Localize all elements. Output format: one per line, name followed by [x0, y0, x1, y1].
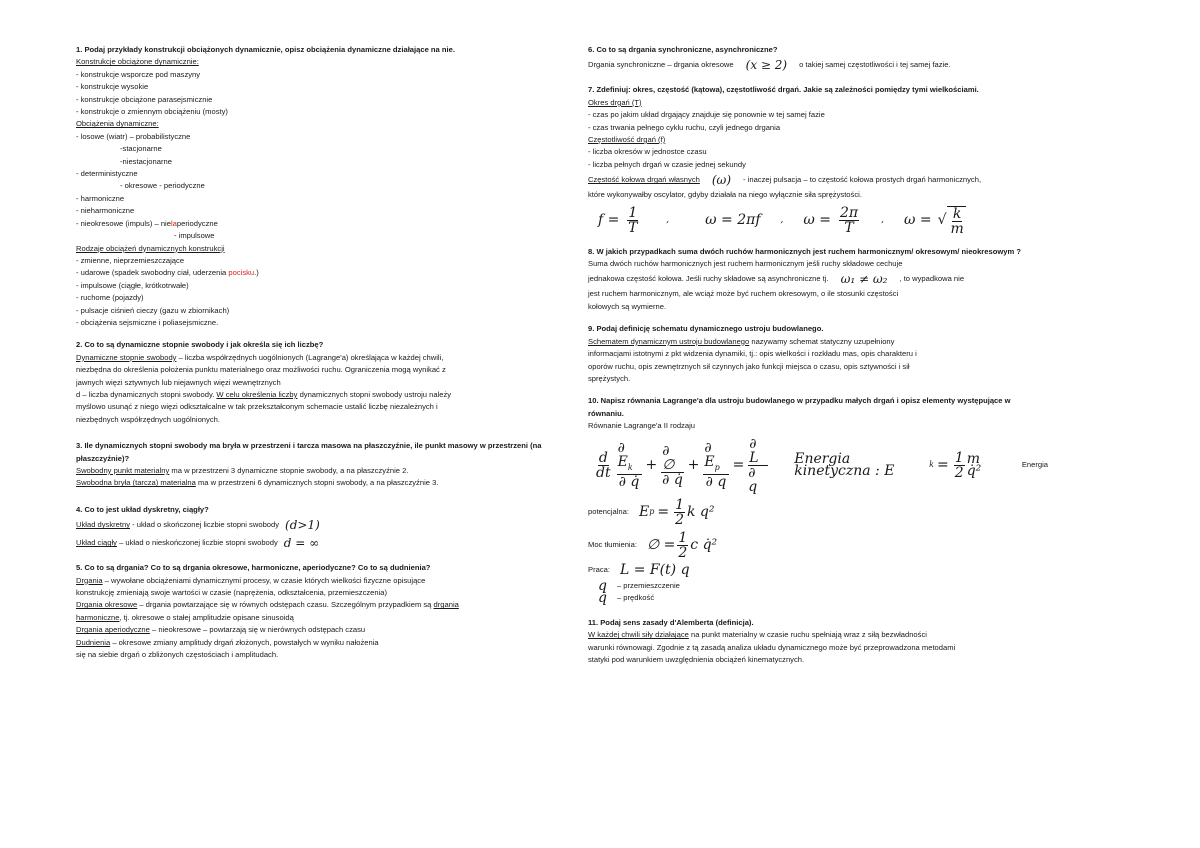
- frac-num: 1: [675, 496, 684, 513]
- q7-heading: Okres drgań (T): [588, 97, 642, 107]
- q1-heading-types: Rodzaje obciążeń dynamicznych konstrukcji: [76, 243, 225, 253]
- q6-math: (x ≥ 2): [745, 58, 788, 73]
- q1-item: [76, 267, 566, 279]
- q11-title: 11. Podaj sens zasady d'Alemberta (definicja).: [588, 617, 754, 627]
- frac-num: [617, 441, 642, 476]
- q4-line: [76, 534, 566, 552]
- q9-title: 9. Podaj definicję schematu dynamicznego ustroju budowlanego.: [588, 324, 824, 334]
- q1-subitem: -niestacjonarne: [120, 156, 172, 166]
- formula-sep: ,: [881, 215, 884, 226]
- lag-t2-frac: [661, 444, 683, 487]
- q3-line: [76, 465, 566, 477]
- ek-frac: [954, 451, 965, 480]
- q1-udarowe-red: pocisku: [228, 268, 255, 278]
- q7-text: - inaczej pulsacja – to częstość kołowa prostych drgań harmonicznych,: [743, 175, 982, 185]
- formula-w1: ω = 2πf: [705, 212, 761, 229]
- q1-item: - deterministyczne: [76, 169, 138, 179]
- lag-t3-sub: p: [714, 462, 720, 472]
- q2-line: jawnych więzi sztywnych lub niejawnych więzi wewnętrznych: [76, 377, 281, 387]
- formula-w3-lhs: ω =: [903, 212, 932, 229]
- frac-num: [703, 441, 728, 476]
- lag-eq: =: [732, 456, 745, 473]
- formula-f-lhs: f =: [598, 212, 620, 229]
- formula-w2-lhs: ω =: [803, 212, 831, 229]
- q5-text: , tj. okresowe o stałej amplitudzie opisane sinusoidą: [119, 612, 294, 622]
- moc-frac: [677, 531, 688, 560]
- moc-lhs: ∅ =: [646, 536, 676, 553]
- q4-text: - układ o skończonej liczbie stopni swobody: [130, 520, 280, 530]
- frac-num: 1: [954, 449, 964, 466]
- q8-line: Suma dwóch ruchów harmonicznych jest ruchem harmonicznym jeśli ruchy składowe cechuje: [588, 259, 903, 269]
- q2-line: niezbędnych współrzędnych uogólnionych.: [76, 414, 220, 424]
- q9-line: informacjami istotnymi z pkt widzenia dynamiki, tj.: opis wielkości i rozkładu mas, opis charakteru i: [588, 349, 917, 359]
- q3-text: ma w przestrzeni 6 dynamicznych stopni swobody, a na płaszczyźnie 3.: [195, 478, 439, 488]
- q5-text: – wywołane obciążeniami dynamicznymi procesy, w czasie których wielkości fizyczne opisujące: [102, 575, 426, 585]
- q11-line: [588, 629, 1048, 641]
- kinetic-energy: [794, 451, 994, 480]
- ek-tail: m q̇²: [966, 450, 982, 480]
- lag-plus: +: [687, 456, 700, 473]
- q-def-row: [598, 577, 1048, 594]
- q5-line: [76, 612, 566, 624]
- lag-t3-num: ∂ E: [704, 439, 715, 470]
- formula-w3-frac: [951, 207, 964, 236]
- q2-line: niezbędna do określenia położenia punktu materialnego oraz możliwości ruchu. Ograniczenia mogą wynikać z: [76, 365, 446, 375]
- q5-term: Drgania okresowe: [76, 600, 138, 610]
- frac-den: ∂ q̇: [662, 471, 683, 488]
- q4-title: 4. Co to jest układ dyskretny, ciągły?: [76, 504, 209, 514]
- formula-sep: ,: [666, 215, 670, 226]
- q7-item: - liczba okresów w jednostce czasu: [588, 147, 707, 157]
- q1-item: [76, 218, 566, 230]
- frac-num: k: [952, 205, 962, 222]
- lag-t3-frac: [703, 441, 728, 490]
- q1-nieokr-red: la: [170, 218, 177, 228]
- ep-tail: k q²: [686, 503, 715, 520]
- q1-item: - impulsowe (ciągłe, krótkotrwałe): [76, 280, 189, 290]
- q5-text: – okresowe zmiany amplitudy drgań złożonych, powstałych w wyniku nałożenia: [110, 637, 379, 647]
- q7-omega: (ω): [711, 173, 732, 188]
- q1-udarowe-b: .): [254, 268, 259, 278]
- q7-heading: Częstotliwość drgań (f): [588, 135, 666, 145]
- work-row: [588, 561, 1048, 578]
- qdot-def-row: [598, 590, 1048, 607]
- q10-subtitle: Równanie Lagrange'a II rodzaju: [588, 421, 695, 431]
- moc-label: Moc tłumienia:: [588, 539, 637, 549]
- formula-w3-sqrt: [938, 206, 966, 236]
- q1-subitem: -stacjonarne: [120, 144, 162, 154]
- q9-line: sprężystych.: [588, 373, 631, 383]
- q11-line: warunki równowagi. Zgodnie z tą zasadą analiza układu dynamicznego może być przeprowadzona metodami: [588, 642, 956, 652]
- frac-den: m: [950, 220, 964, 237]
- moc-formula: [647, 531, 717, 560]
- q1-subitem: - okresowe - periodyczne: [120, 181, 205, 191]
- frac-den: 2: [954, 464, 964, 481]
- qdot-symbol: q̇: [598, 590, 607, 607]
- q8-line: jest ruchem harmonicznym, ale wciąż może być ruchem okresowym, o ile stosunki częstości: [588, 289, 899, 299]
- q4-math: (d>1): [285, 518, 320, 533]
- moc-tail: c q̇²: [690, 536, 718, 553]
- q4-term: Układ dyskretny: [76, 520, 131, 530]
- energy-label: Energia: [1021, 459, 1049, 469]
- right-column: [588, 44, 1048, 666]
- frac-num: d: [598, 449, 608, 466]
- q7-heading: Częstość kołowa drgań własnych: [588, 175, 700, 185]
- q2-text: d – liczba dynamicznych stopni swobody.: [76, 389, 217, 399]
- lag-t1-frac: [617, 441, 642, 490]
- q1-nieokr-b: periodyczne: [176, 218, 218, 228]
- q7-item: które wykonywałby oscylator, gdyby działała na niego wyłącznie siła sprężystości.: [588, 190, 862, 200]
- q4-math: d = ∞: [283, 536, 320, 551]
- q1-item: - harmoniczne: [76, 193, 125, 203]
- q1-item: - ruchome (pojazdy): [76, 293, 144, 303]
- praca-formula: L = F(t) q: [619, 561, 690, 578]
- ek-eq: =: [937, 456, 949, 473]
- q9-term: Schematem dynamicznym ustroju budowlanego: [588, 336, 750, 346]
- q4-line: [76, 516, 566, 534]
- q11-text: na punkt materialny w czasie ruchu spełniają wraz z siłą bezwładności: [688, 630, 927, 640]
- q1-item: - konstrukcje wysokie: [76, 82, 149, 92]
- q6-line: [588, 56, 1048, 74]
- q2-line: [76, 352, 566, 364]
- q4-term: Układ ciągły: [76, 538, 117, 548]
- q5-line: [76, 637, 566, 649]
- q1-item: - konstrukcje wsporcze pod maszyny: [76, 69, 201, 79]
- q8-line: kołowych są wymierne.: [588, 301, 667, 311]
- q8-text: jednakowa częstość kołowa. Jeśli ruchy składowe są asynchroniczne tj.: [588, 274, 829, 284]
- q2-text: dynamicznych stopni swobody ustroju należy: [297, 389, 452, 399]
- q1-item: - pulsacje ciśnień cieczy (gazu w zbiornikach): [76, 305, 230, 315]
- q5-term: Drgania aperiodyczne: [76, 625, 150, 635]
- ep-eq: =: [657, 503, 670, 520]
- frac-den: dt: [596, 464, 611, 481]
- q-desc: – przemieszczenie: [616, 580, 680, 590]
- frac-den: ∂ q̇: [618, 474, 640, 491]
- ep-lhs: E: [638, 503, 650, 520]
- q3-line: [76, 477, 566, 489]
- q5-line: [76, 624, 566, 636]
- q6-text: o takiej samej częstotliwości i tej samej fazie.: [799, 60, 951, 70]
- q1-item: - zmienne, nieprzemieszczające: [76, 255, 185, 265]
- lagrange-equation: [594, 437, 1048, 494]
- q7-formulas: [598, 206, 1048, 236]
- frac-num: ∂ ∅: [661, 444, 683, 473]
- q2-term: Dynamiczne stopnie swobody: [76, 352, 177, 362]
- lag-d-frac: [596, 451, 611, 480]
- q6-title: 6. Co to są drgania synchroniczne, asynchroniczne?: [588, 45, 778, 54]
- q1-item: - obciążenia sejsmiczne i poliasejsmiczne.: [76, 317, 219, 327]
- q5-line: [76, 575, 566, 587]
- ep-sub: p: [649, 506, 655, 516]
- q7-line: [588, 171, 1048, 189]
- q-symbol: q: [598, 577, 607, 594]
- q2-text: – liczba współrzędnych uogólnionych (Lagrange'a) określająca w każdej chwili,: [176, 352, 444, 362]
- q5-text: – drgania powtarzające się w równych odstępach czasu. Szczególnym przypadkiem są: [137, 600, 434, 610]
- q1-item: - losowe (wiatr) – probabilistyczne: [76, 131, 191, 141]
- q8-text: , to wypadkowa nie: [899, 274, 965, 284]
- lag-t1-sub: k: [627, 462, 633, 472]
- q5-line: [76, 599, 566, 611]
- frac-num: ∂ L: [748, 437, 768, 466]
- q8-line: [588, 270, 1048, 288]
- frac-den: 2: [675, 511, 684, 528]
- ek-label: Energia kinetyczna : E: [794, 450, 895, 480]
- praca-label: Praca:: [588, 564, 610, 574]
- frac-den: ∂ q: [748, 464, 758, 495]
- frac-num: 2π: [840, 205, 859, 222]
- q11-line: statyki pod warunkiem uwzględnienia obciążeń kinematycznych.: [588, 654, 805, 664]
- q8-title: 8. W jakich przypadkach suma dwóch ruchów harmonicznych jest ruchem harmonicznym/ okresowym/ nieokresowym ?: [588, 246, 1021, 256]
- formula-f-frac: [627, 206, 638, 235]
- q1-subitem: - impulsowe: [174, 231, 215, 241]
- q1-nieokr-a: - nieokresowe (impuls) – nie: [76, 218, 171, 228]
- q5-title: 5. Co to są drgania? Co to są drgania okresowe, harmoniczne, aperiodyczne? Co to są dudnienia?: [76, 563, 431, 573]
- q5-term: Drgania: [76, 575, 103, 585]
- q2-line: [76, 389, 566, 401]
- q10-title: 10. Napisz równania Lagrange'a dla ustroju budowlanego w przypadku małych drgań i opisz elementy występujące w równaniu.: [588, 396, 1011, 418]
- ep-formula: [639, 498, 715, 527]
- ek-sub: k: [929, 459, 935, 469]
- q9-line: oporów ruchu, opis zewnętrznych sił czynnych jako funkcji miejsca o czasu, opis sztywności i sił: [588, 361, 910, 371]
- q4-text: – układ o nieskończonej liczbie stopni swobody: [116, 538, 278, 548]
- q6-text: Drgania synchroniczne – drgania okresowe: [588, 60, 734, 70]
- q5-term: harmoniczne: [76, 612, 120, 622]
- lag-t4-frac: [748, 437, 768, 494]
- q1-title: 1. Podaj przykłady konstrukcji obciążonych dynamicznie, opisz obciążenia dynamiczne działające na nie.: [76, 45, 455, 54]
- q7-item: - czas trwania pełnego cyklu ruchu, czyli jednego drgania: [588, 122, 781, 132]
- q8-math: ω₁ ≠ ω₂: [840, 272, 888, 287]
- q5-line: się na siebie drgań o zbliżonych częstościach i amplitudach.: [76, 650, 279, 660]
- potential-energy-row: [588, 498, 1048, 527]
- formula-sep: ,: [780, 215, 784, 226]
- q2-title: 2. Co to są dynamiczne stopnie swobody i jak określa się ich liczbę?: [76, 340, 324, 350]
- pot-label: potencjalna:: [588, 506, 629, 516]
- formula-w2-frac: [839, 206, 859, 235]
- lag-plus: +: [645, 456, 658, 473]
- sqrt-symbol-icon: √: [937, 212, 947, 229]
- q1-heading-loads: Obciążenia dynamiczne:: [76, 119, 159, 129]
- frac-den: 2: [678, 544, 688, 561]
- q3-term: Swobodny punkt materialny: [76, 466, 170, 475]
- q1-item: - nieharmoniczne: [76, 206, 135, 216]
- q1-udarowe-a: - udarowe (spadek swobodny ciał, uderzenia: [76, 268, 229, 278]
- q9-text: nazywamy schemat statyczny uzupełniony: [749, 336, 895, 346]
- q7-title: 7. Zdefiniuj: okres, częstość (kątowa), częstotliwość drgań. Jakie są zależności pomiędzy tymi wielkościami.: [588, 85, 979, 95]
- q3-title: 3. Ile dynamicznych stopni swobody ma bryła w przestrzeni i tarcza masowa na płaszczyźnie, ile punkt masowy w przestrzeni (na płaszczyźnie)?: [76, 441, 542, 463]
- ep-frac: [674, 498, 685, 527]
- q5-term: drgania: [433, 600, 459, 610]
- frac-num: 1: [628, 205, 638, 222]
- qdot-desc: – prędkość: [616, 593, 655, 603]
- q7-item: - liczba pełnych drgań w czasie jednej sekundy: [588, 159, 746, 169]
- frac-den: ∂ q: [705, 474, 727, 491]
- q3-term: Swobodna bryła (tarcza) materialna: [76, 478, 196, 488]
- q9-line: [588, 336, 1048, 348]
- frac-den: T: [628, 220, 638, 237]
- q5-line: konstrukcję zmieniają swoje wartości w czasie (naprężenia, odkształcenia, przemieszczenia): [76, 588, 388, 598]
- q7-item: - czas po jakim układ drgający znajduje się ponownie w tej samej fazie: [588, 110, 825, 120]
- q11-term: W każdej chwili siły działające: [588, 630, 689, 640]
- q5-text: – nieokresowe – powtarzają się w nierównych odstępach czasu: [149, 625, 366, 635]
- q3-text: ma w przestrzeni 3 dynamiczne stopnie swobody, a na płaszczyźnie 2.: [169, 466, 409, 475]
- damping-row: [588, 531, 1048, 560]
- left-column: [76, 44, 566, 661]
- frac-den: T: [844, 220, 854, 237]
- q2-line: myślowo usunąć z niego więzi odkształcalne w tak przekształconym schemacie ustalić liczbę niezależnych i: [76, 402, 438, 412]
- q2-term-underlined: W celu określenia liczby: [216, 389, 298, 399]
- frac-num: 1: [678, 529, 688, 546]
- q1-item: - konstrukcje o zmiennym obciążeniu (mosty): [76, 107, 228, 117]
- q5-term: Dudnienia: [76, 637, 111, 647]
- lag-t1-num: ∂ E: [617, 439, 628, 470]
- q1-heading-constructions: Konstrukcje obciążone dynamicznie:: [76, 57, 199, 67]
- q1-item: - konstrukcje obciążone parasejsmicznie: [76, 94, 213, 104]
